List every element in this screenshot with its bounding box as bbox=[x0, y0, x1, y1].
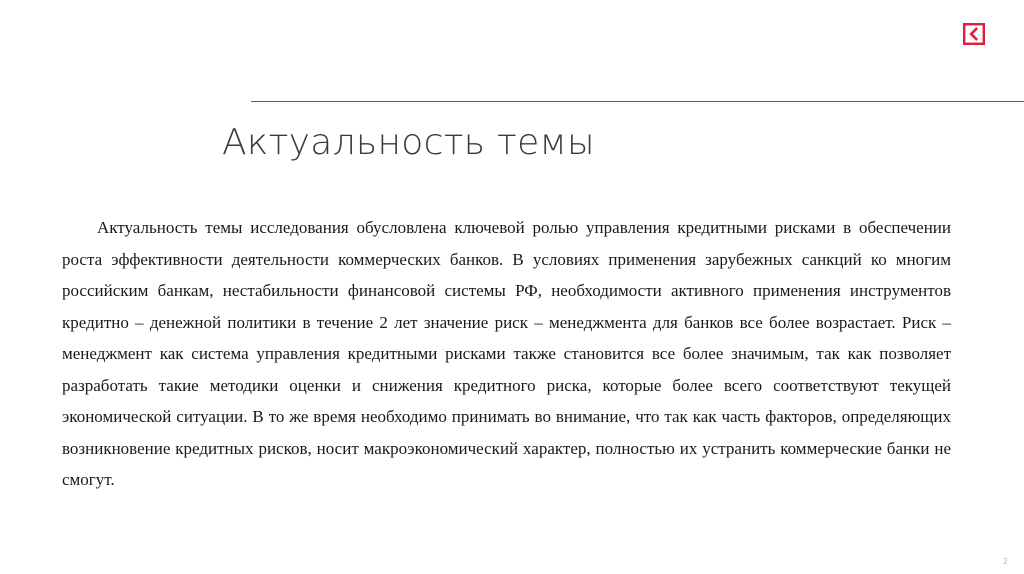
brand-logo-icon bbox=[963, 23, 985, 45]
header-divider bbox=[251, 101, 1024, 102]
slide-title: Актуальность темы bbox=[222, 122, 595, 163]
body-paragraph: Актуальность темы исследования обусловлена ключевой ролью управления кредитными рисками в обеспечении роста эффективности деятельности коммерческих банков. В условиях применения зарубежных санкций ко многим российским банкам, нестабильности финансовой системы РФ, необходимости активного применения инструментов кредитно – денежной политики в течение 2 лет значение риск – менеджмента для банков все более возрастает. Риск – менеджмент как система управления кредитными рисками также становится все более значимым, так как позволяет разработать такие методики оценки и снижения кредитного риска, которые более всего соответствуют текущей экономической ситуации. В то же время необходимо принимать во внимание, что так как часть факторов, определяющих возникновение кредитных рисков, носит макроэкономический характер, полностью их устранить коммерческие банки не смогут. bbox=[62, 218, 951, 489]
page-number: 2 bbox=[1002, 557, 1008, 566]
